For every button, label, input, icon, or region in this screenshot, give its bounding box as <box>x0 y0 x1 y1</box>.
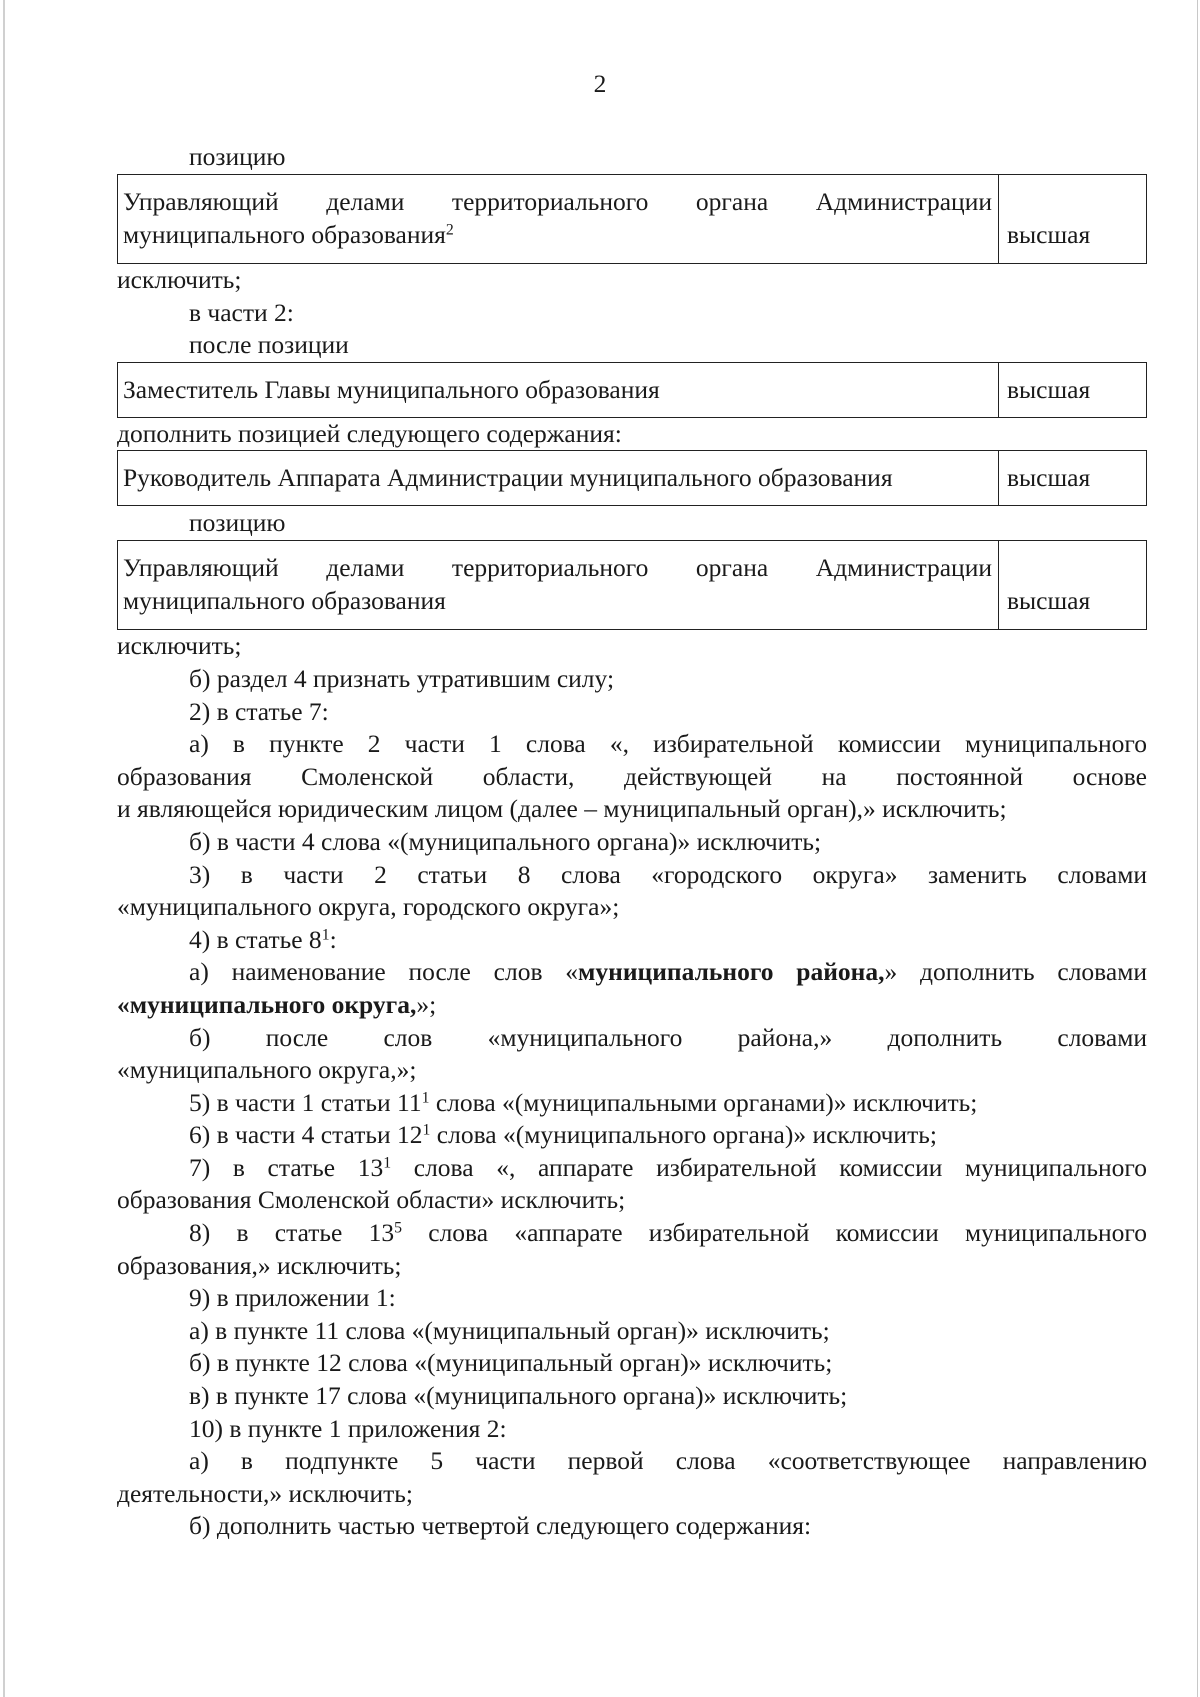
superscript: 1 <box>421 1089 430 1106</box>
position-category-cell: высшая <box>1007 586 1091 616</box>
position-title-cell: Заместитель Главы муниципального образования <box>118 363 999 417</box>
paragraph-line: в) в пункте 17 слова «(муниципального органа)» исключить; <box>189 1381 848 1411</box>
paragraph-line: «муниципального округа,»; <box>117 989 437 1019</box>
paragraph-line: 6) в части 4 статьи $12^1$ слова «(муниципального органа)» исключить; <box>189 1120 937 1150</box>
position-title-line: муниципального образования <box>123 586 446 616</box>
page-number: 2 <box>593 69 607 98</box>
position-title-cell: Руководитель Аппарата Администрации муниципального образования <box>118 451 999 505</box>
footnote-mark: 2 <box>445 221 454 239</box>
superscript: 1 <box>422 1121 431 1139</box>
position-title-line: муниципального образования$^2$ <box>123 220 454 249</box>
paragraph-line: б) в части 4 слова «(муниципального органа)» исключить; <box>189 826 822 856</box>
position-label: позицию <box>189 142 286 171</box>
position-category-cell: высшая <box>1007 220 1091 249</box>
paragraph-line: после позиции <box>189 330 349 360</box>
paragraph-line: исключить; <box>117 631 242 661</box>
superscript: 1 <box>321 926 330 944</box>
superscript: 5 <box>394 1219 402 1237</box>
position-category-cell: высшая <box>1007 374 1091 404</box>
paragraph-line: деятельности,» исключить; <box>117 1478 413 1508</box>
paragraph-line: «муниципального округа, городского округа»; <box>117 892 620 922</box>
paragraph-line: 3) в части 2 статьи 8 слова «городского округа» заменить словами <box>189 859 1147 889</box>
paragraph-line: а) в пункте 11 слова «(муниципальный орган)» исключить; <box>189 1315 830 1345</box>
paragraph-line: образования Смоленской области, действующей на постоянной основе <box>117 761 1147 791</box>
position-category-cell: высшая <box>1007 463 1091 493</box>
paragraph-line: б) раздел 4 признать утратившим силу; <box>189 663 615 693</box>
position-table-row <box>117 174 1147 264</box>
paragraph-line: 2) в статье 7: <box>189 696 329 726</box>
scan-left-edge <box>3 0 5 1697</box>
position-title-cell <box>118 175 999 263</box>
paragraph-line: «муниципального округа,»; <box>117 1055 417 1085</box>
paragraph-line: б) дополнить частью четвертой следующего содержания: <box>189 1511 812 1541</box>
position-title-line: Управляющий делами территориального органа Администрации <box>123 553 992 583</box>
paragraph-line: 5) в части 1 статьи $11^1$ слова «(муниципальными органами)» исключить; <box>189 1087 978 1117</box>
position-table-row <box>117 362 1147 418</box>
paragraph-line: а) в пункте 2 части 1 слова «, избирательной комиссии муниципального <box>189 729 1147 759</box>
position-label: позицию <box>189 508 286 538</box>
paragraph-line: а) в подпункте 5 части первой слова «соответствующее направлению <box>189 1446 1147 1476</box>
paragraph-line: 8) в статье $13^5$ слова «аппарате избирательной комиссии муниципального <box>189 1218 1147 1248</box>
paragraph-line: дополнить позицией следующего содержания: <box>117 418 622 448</box>
paragraph-line: 7) в статье $13^1$ слова «, аппарате избирательной комиссии муниципального <box>189 1152 1147 1182</box>
position-title-line: Управляющий делами территориального органа Администрации <box>123 187 992 216</box>
superscript: 1 <box>383 1154 392 1172</box>
scan-right-edge <box>1197 0 1199 1697</box>
paragraph-line: а) наименование после слов «муниципального района,» дополнить словами <box>189 957 1147 987</box>
position-table-row <box>117 450 1147 506</box>
position-table-row <box>117 540 1147 630</box>
paragraph-line: в части 2: <box>189 297 294 327</box>
paragraph-line: образования Смоленской области» исключить; <box>117 1185 626 1215</box>
paragraph-line: б) в пункте 12 слова «(муниципальный орган)» исключить; <box>189 1348 833 1378</box>
paragraph-line: б) после слов «муниципального района,» дополнить словами <box>189 1022 1147 1052</box>
position-title-cell <box>118 541 999 629</box>
paragraph-line: исключить; <box>117 265 242 294</box>
paragraph-line: 4) в статье $8^1$: <box>189 924 337 954</box>
paragraph-line: 10) в пункте 1 приложения 2: <box>189 1413 507 1443</box>
document-body <box>117 140 1147 1543</box>
paragraph-line: образования,» исключить; <box>117 1250 402 1280</box>
paragraph-line: 9) в приложении 1: <box>189 1283 396 1313</box>
paragraph-line: и являющейся юридическим лицом (далее – муниципальный орган),» исключить; <box>117 794 1007 824</box>
